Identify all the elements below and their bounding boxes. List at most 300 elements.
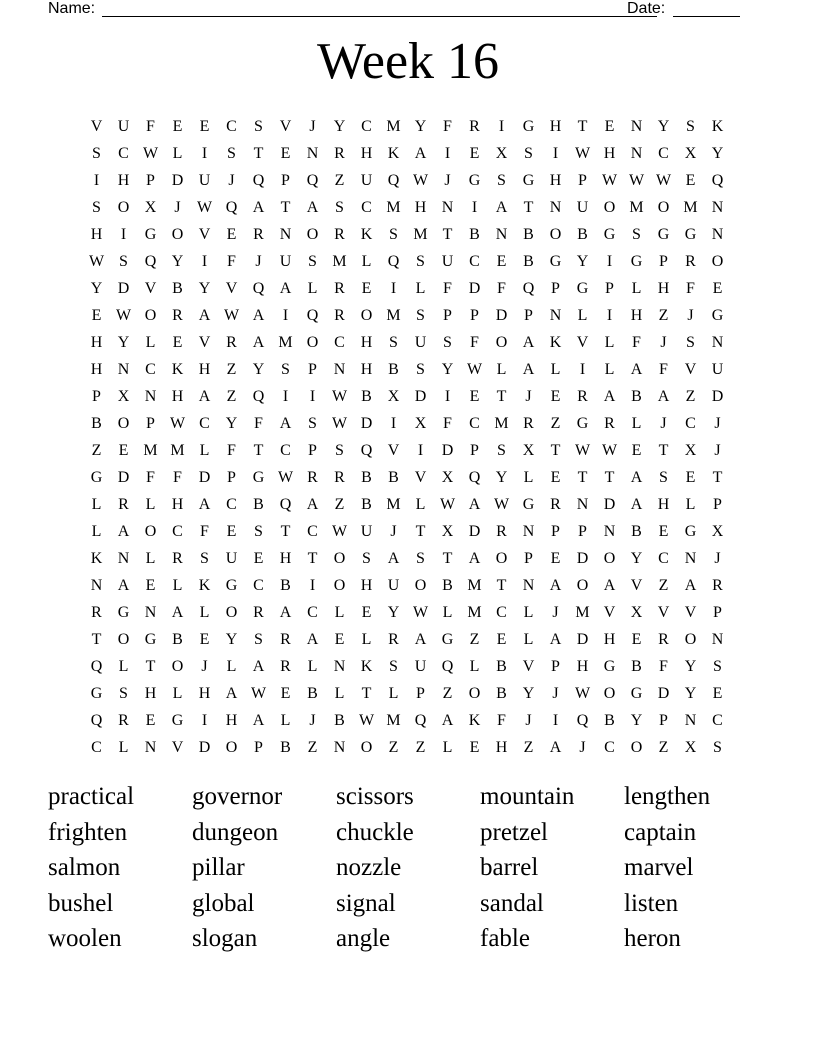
grid-letter: C bbox=[226, 496, 237, 513]
grid-letter: V bbox=[684, 361, 697, 378]
grid-letter: A bbox=[306, 199, 319, 216]
grid-letter: J bbox=[552, 604, 559, 621]
word-item: barrel bbox=[480, 854, 539, 881]
grid-letter: Q bbox=[225, 199, 238, 216]
grid-letter: G bbox=[630, 685, 643, 702]
grid-letter: V bbox=[198, 334, 211, 351]
grid-letter: G bbox=[144, 631, 157, 648]
word-item: salmon bbox=[48, 854, 121, 881]
grid-letter: N bbox=[711, 226, 724, 243]
grid-letter: L bbox=[550, 361, 561, 378]
grid-letter: I bbox=[120, 226, 127, 243]
grid-letter: N bbox=[603, 523, 616, 540]
grid-letter: Y bbox=[414, 118, 427, 135]
grid-letter: D bbox=[198, 739, 211, 756]
grid-letter: L bbox=[523, 631, 534, 648]
word-item: pillar bbox=[192, 854, 245, 881]
grid-letter: T bbox=[577, 118, 588, 135]
grid-letter: T bbox=[496, 388, 507, 405]
grid-letter: S bbox=[335, 199, 344, 216]
grid-letter: U bbox=[414, 658, 427, 675]
grid-letter: L bbox=[415, 496, 426, 513]
grid-letter: K bbox=[468, 712, 481, 729]
grid-letter: J bbox=[714, 415, 721, 432]
grid-row bbox=[83, 626, 731, 653]
grid-letter: E bbox=[550, 550, 561, 567]
grid-letter: Q bbox=[711, 172, 724, 189]
grid-letter: C bbox=[469, 253, 480, 270]
grid-letter: J bbox=[525, 712, 532, 729]
grid-letter: I bbox=[417, 442, 424, 459]
grid-letter: M bbox=[332, 253, 347, 270]
grid-letter: I bbox=[552, 712, 559, 729]
grid-letter: C bbox=[118, 145, 129, 162]
grid-letter: X bbox=[684, 145, 697, 162]
grid-letter: A bbox=[549, 631, 562, 648]
grid-letter: C bbox=[658, 550, 669, 567]
grid-letter: N bbox=[144, 739, 157, 756]
grid-letter: S bbox=[497, 442, 506, 459]
grid-letter: E bbox=[658, 523, 669, 540]
grid-letter: C bbox=[307, 523, 318, 540]
grid-letter: V bbox=[198, 226, 211, 243]
grid-letter: L bbox=[577, 307, 588, 324]
grid-letter: S bbox=[713, 658, 722, 675]
grid-letter: Z bbox=[523, 739, 534, 756]
grid-letter: R bbox=[307, 469, 318, 486]
grid-letter: E bbox=[550, 388, 561, 405]
grid-letter: T bbox=[442, 550, 453, 567]
grid-letter: Q bbox=[306, 307, 319, 324]
word-item: woolen bbox=[48, 925, 122, 952]
grid-letter: E bbox=[631, 442, 642, 459]
grid-letter: C bbox=[604, 739, 615, 756]
grid-letter: I bbox=[606, 253, 613, 270]
grid-letter: A bbox=[117, 577, 130, 594]
grid-letter: M bbox=[683, 199, 698, 216]
grid-letter: T bbox=[523, 199, 534, 216]
grid-letter: C bbox=[685, 415, 696, 432]
grid-letter: U bbox=[117, 118, 130, 135]
grid-row bbox=[83, 491, 731, 518]
grid-letter: N bbox=[522, 523, 535, 540]
grid-letter: N bbox=[549, 199, 562, 216]
grid-letter: P bbox=[524, 307, 533, 324]
grid-letter: R bbox=[496, 523, 507, 540]
grid-letter: W bbox=[412, 604, 429, 621]
grid-letter: P bbox=[605, 280, 614, 297]
grid-letter: H bbox=[171, 388, 184, 405]
grid-letter: S bbox=[389, 226, 398, 243]
grid-letter: J bbox=[255, 253, 262, 270]
grid-letter: Y bbox=[441, 361, 454, 378]
grid-letter: R bbox=[550, 496, 561, 513]
grid-letter: B bbox=[361, 469, 372, 486]
grid-letter: M bbox=[386, 307, 401, 324]
grid-letter: Q bbox=[441, 658, 454, 675]
grid-letter: U bbox=[576, 199, 589, 216]
grid-letter: R bbox=[658, 631, 669, 648]
grid-letter: R bbox=[253, 604, 264, 621]
grid-letter: T bbox=[91, 631, 102, 648]
grid-letter: N bbox=[684, 550, 697, 567]
grid-letter: B bbox=[172, 631, 183, 648]
grid-letter: X bbox=[144, 199, 157, 216]
grid-letter: P bbox=[92, 388, 101, 405]
grid-letter: O bbox=[603, 550, 616, 567]
grid-letter: S bbox=[308, 415, 317, 432]
grid-letter: Z bbox=[91, 442, 102, 459]
grid-letter: A bbox=[630, 469, 643, 486]
grid-letter: F bbox=[173, 469, 182, 486]
grid-letter: R bbox=[280, 658, 291, 675]
grid-letter: Z bbox=[550, 415, 561, 432]
grid-letter: G bbox=[522, 118, 535, 135]
grid-letter: M bbox=[494, 415, 509, 432]
grid-letter: L bbox=[523, 469, 534, 486]
grid-letter: S bbox=[254, 118, 263, 135]
grid-letter: X bbox=[495, 145, 508, 162]
grid-letter: L bbox=[523, 604, 534, 621]
grid-letter: Z bbox=[442, 685, 453, 702]
grid-letter: M bbox=[386, 199, 401, 216]
grid-letter: Y bbox=[630, 550, 643, 567]
grid-letter: P bbox=[443, 307, 452, 324]
grid-letter: Y bbox=[90, 280, 103, 297]
word-item: lengthen bbox=[624, 783, 711, 810]
grid-letter: Y bbox=[171, 253, 184, 270]
grid-letter: L bbox=[145, 496, 156, 513]
grid-letter: E bbox=[280, 145, 291, 162]
grid-letter: Z bbox=[685, 388, 696, 405]
grid-letter: Z bbox=[334, 172, 345, 189]
grid-letter: H bbox=[603, 145, 616, 162]
grid-letter: P bbox=[308, 442, 317, 459]
grid-letter: G bbox=[90, 685, 103, 702]
grid-letter: X bbox=[441, 523, 454, 540]
grid-letter: T bbox=[253, 442, 264, 459]
grid-letter: S bbox=[119, 685, 128, 702]
grid-letter: Y bbox=[225, 631, 238, 648]
grid-letter: T bbox=[550, 442, 561, 459]
page-title: Week 16 bbox=[316, 33, 500, 90]
grid-row bbox=[83, 572, 731, 599]
grid-letter: A bbox=[630, 361, 643, 378]
grid-letter: E bbox=[199, 631, 210, 648]
grid-letter: T bbox=[145, 658, 156, 675]
grid-letter: X bbox=[711, 523, 724, 540]
date-label: Date: bbox=[627, 0, 666, 17]
grid-letter: O bbox=[306, 226, 319, 243]
grid-letter: W bbox=[115, 307, 132, 324]
grid-letter: B bbox=[253, 496, 264, 513]
grid-letter: A bbox=[387, 550, 400, 567]
word-item: mountain bbox=[480, 783, 575, 810]
grid-letter: B bbox=[280, 739, 291, 756]
grid-letter: R bbox=[334, 226, 345, 243]
grid-letter: E bbox=[469, 739, 480, 756]
grid-letter: D bbox=[117, 280, 130, 297]
grid-letter: E bbox=[361, 604, 372, 621]
word-item: listen bbox=[624, 889, 679, 917]
grid-row bbox=[83, 167, 731, 194]
grid-letter: Q bbox=[468, 469, 481, 486]
grid-letter: A bbox=[549, 739, 562, 756]
grid-row bbox=[83, 734, 731, 761]
grid-letter: W bbox=[628, 172, 645, 189]
grid-letter: H bbox=[117, 172, 130, 189]
grid-letter: R bbox=[469, 118, 480, 135]
grid-letter: Q bbox=[252, 280, 265, 297]
grid-letter: E bbox=[118, 442, 129, 459]
grid-row bbox=[83, 383, 731, 410]
grid-letter: J bbox=[201, 658, 208, 675]
grid-letter: S bbox=[389, 334, 398, 351]
grid-letter: R bbox=[226, 334, 237, 351]
grid-letter: S bbox=[686, 334, 695, 351]
grid-letter: U bbox=[414, 334, 427, 351]
grid-letter: A bbox=[630, 496, 643, 513]
grid-letter: Y bbox=[684, 658, 697, 675]
grid-letter: Y bbox=[684, 685, 697, 702]
grid-letter: P bbox=[227, 469, 236, 486]
grid-letter: N bbox=[711, 334, 724, 351]
grid-letter: B bbox=[523, 253, 534, 270]
grid-letter: A bbox=[468, 550, 481, 567]
grid-letter: O bbox=[225, 739, 238, 756]
grid-letter: F bbox=[443, 415, 452, 432]
word-item: bushel bbox=[48, 889, 114, 917]
grid-letter: Z bbox=[226, 388, 237, 405]
grid-letter: U bbox=[225, 550, 238, 567]
grid-letter: K bbox=[387, 145, 400, 162]
grid-letter: W bbox=[466, 361, 483, 378]
grid-letter: A bbox=[522, 334, 535, 351]
grid-letter: H bbox=[198, 685, 211, 702]
grid-row bbox=[83, 248, 731, 275]
grid-letter: A bbox=[657, 388, 670, 405]
grid-letter: U bbox=[387, 577, 400, 594]
grid-letter: H bbox=[630, 307, 643, 324]
grid-letter: M bbox=[386, 712, 401, 729]
grid-letter: E bbox=[550, 469, 561, 486]
grid-letter: Y bbox=[711, 145, 724, 162]
grid-letter: Z bbox=[334, 496, 345, 513]
grid-letter: F bbox=[227, 442, 236, 459]
grid-letter: A bbox=[549, 577, 562, 594]
grid-row bbox=[83, 113, 731, 140]
grid-letter: T bbox=[658, 442, 669, 459]
grid-letter: O bbox=[171, 226, 184, 243]
grid-letter: W bbox=[574, 145, 591, 162]
grid-letter: R bbox=[523, 415, 534, 432]
grid-letter: Y bbox=[657, 118, 670, 135]
grid-letter: F bbox=[470, 334, 479, 351]
grid-letter: Z bbox=[658, 739, 669, 756]
grid-row bbox=[83, 518, 731, 545]
grid-letter: N bbox=[522, 577, 535, 594]
grid-letter: P bbox=[578, 523, 587, 540]
grid-letter: Y bbox=[387, 604, 400, 621]
grid-letter: H bbox=[90, 334, 103, 351]
grid-letter: T bbox=[442, 226, 453, 243]
grid-letter: S bbox=[686, 118, 695, 135]
grid-letter: A bbox=[198, 307, 211, 324]
grid-letter: L bbox=[361, 631, 372, 648]
grid-letter: G bbox=[576, 280, 589, 297]
grid-letter: Q bbox=[252, 388, 265, 405]
grid-letter: J bbox=[714, 550, 721, 567]
grid-letter: J bbox=[579, 739, 586, 756]
grid-row bbox=[83, 302, 731, 329]
grid-letter: C bbox=[199, 415, 210, 432]
grid-letter: J bbox=[228, 172, 235, 189]
grid-letter: S bbox=[389, 658, 398, 675]
grid-letter: L bbox=[172, 577, 183, 594]
grid-letter: H bbox=[414, 199, 427, 216]
grid-letter: E bbox=[199, 118, 210, 135]
grid-letter: G bbox=[711, 307, 724, 324]
grid-letter: G bbox=[684, 523, 697, 540]
grid-letter: W bbox=[574, 442, 591, 459]
grid-letter: A bbox=[279, 280, 292, 297]
grid-letter: A bbox=[279, 604, 292, 621]
grid-letter: A bbox=[495, 199, 508, 216]
grid-letter: Y bbox=[198, 280, 211, 297]
grid-letter: O bbox=[306, 334, 319, 351]
word-item: angle bbox=[336, 925, 391, 952]
date-line bbox=[673, 16, 740, 17]
grid-letter: L bbox=[496, 361, 507, 378]
grid-letter: I bbox=[471, 199, 478, 216]
grid-letter: U bbox=[279, 253, 292, 270]
grid-letter: O bbox=[117, 199, 130, 216]
grid-letter: E bbox=[469, 388, 480, 405]
word-item: scissors bbox=[336, 783, 414, 810]
grid-letter: B bbox=[91, 415, 102, 432]
grid-letter: L bbox=[307, 280, 318, 297]
grid-letter: L bbox=[91, 496, 102, 513]
grid-letter: B bbox=[631, 388, 642, 405]
grid-letter: A bbox=[279, 415, 292, 432]
grid-letter: A bbox=[306, 631, 319, 648]
grid-letter: O bbox=[684, 631, 697, 648]
grid-letter: F bbox=[443, 118, 452, 135]
grid-letter: B bbox=[388, 361, 399, 378]
grid-letter: L bbox=[226, 658, 237, 675]
grid-letter: N bbox=[144, 604, 157, 621]
word-item: governor bbox=[192, 783, 283, 810]
grid-letter: G bbox=[171, 712, 184, 729]
grid-letter: V bbox=[630, 577, 643, 594]
grid-letter: S bbox=[713, 739, 722, 756]
grid-letter: M bbox=[386, 496, 401, 513]
grid-letter: M bbox=[413, 226, 428, 243]
grid-letter: R bbox=[685, 253, 696, 270]
grid-letter: T bbox=[604, 469, 615, 486]
grid-letter: L bbox=[604, 334, 615, 351]
grid-letter: H bbox=[549, 172, 562, 189]
header bbox=[48, 0, 748, 20]
grid-letter: M bbox=[170, 442, 185, 459]
grid-letter: N bbox=[90, 577, 103, 594]
grid-letter: E bbox=[253, 550, 264, 567]
grid-letter: D bbox=[657, 685, 670, 702]
grid-letter: A bbox=[117, 523, 130, 540]
grid-letter: B bbox=[442, 577, 453, 594]
grid-letter: O bbox=[576, 577, 589, 594]
grid-letter: E bbox=[145, 712, 156, 729]
grid-letter: H bbox=[144, 685, 157, 702]
grid-letter: R bbox=[172, 307, 183, 324]
grid-letter: J bbox=[174, 199, 181, 216]
grid-letter: C bbox=[145, 361, 156, 378]
grid-letter: E bbox=[145, 577, 156, 594]
grid-letter: A bbox=[225, 685, 238, 702]
grid-letter: O bbox=[495, 334, 508, 351]
grid-letter: A bbox=[603, 388, 616, 405]
grid-letter: E bbox=[604, 118, 615, 135]
grid-letter: W bbox=[277, 469, 294, 486]
grid-letter: C bbox=[496, 604, 507, 621]
grid-letter: T bbox=[280, 523, 291, 540]
grid-letter: D bbox=[495, 307, 508, 324]
grid-letter: L bbox=[172, 685, 183, 702]
word-item: dungeon bbox=[192, 818, 279, 846]
grid-letter: B bbox=[307, 685, 318, 702]
grid-letter: Z bbox=[415, 739, 426, 756]
grid-letter: V bbox=[603, 604, 616, 621]
grid-letter: T bbox=[712, 469, 723, 486]
grid-letter: O bbox=[603, 199, 616, 216]
grid-letter: S bbox=[92, 199, 101, 216]
grid-letter: O bbox=[360, 307, 373, 324]
grid-letter: B bbox=[388, 469, 399, 486]
grid-letter: A bbox=[603, 577, 616, 594]
grid-letter: O bbox=[603, 685, 616, 702]
grid-letter: E bbox=[91, 307, 102, 324]
grid-letter: T bbox=[280, 199, 291, 216]
grid-letter: W bbox=[223, 307, 240, 324]
grid-letter: U bbox=[198, 172, 211, 189]
grid-letter: I bbox=[309, 577, 316, 594]
grid-row bbox=[83, 653, 731, 680]
grid-letter: D bbox=[711, 388, 724, 405]
grid-letter: J bbox=[660, 334, 667, 351]
grid-letter: D bbox=[468, 523, 481, 540]
grid-letter: M bbox=[278, 334, 293, 351]
grid-letter: I bbox=[579, 361, 586, 378]
grid-letter: P bbox=[470, 442, 479, 459]
grid-letter: D bbox=[198, 469, 211, 486]
grid-letter: I bbox=[606, 307, 613, 324]
grid-letter: G bbox=[90, 469, 103, 486]
grid-letter: N bbox=[279, 226, 292, 243]
grid-letter: J bbox=[552, 685, 559, 702]
grid-letter: A bbox=[306, 496, 319, 513]
grid-letter: Z bbox=[307, 739, 318, 756]
grid-letter: B bbox=[361, 496, 372, 513]
grid-letter: V bbox=[387, 442, 400, 459]
grid-letter: C bbox=[712, 712, 723, 729]
grid-letter: Y bbox=[630, 712, 643, 729]
grid-letter: S bbox=[416, 550, 425, 567]
grid-letter: P bbox=[659, 253, 668, 270]
grid-letter: B bbox=[496, 658, 507, 675]
grid-letter: F bbox=[632, 334, 641, 351]
grid-letter: O bbox=[711, 253, 724, 270]
grid-letter: W bbox=[142, 145, 159, 162]
